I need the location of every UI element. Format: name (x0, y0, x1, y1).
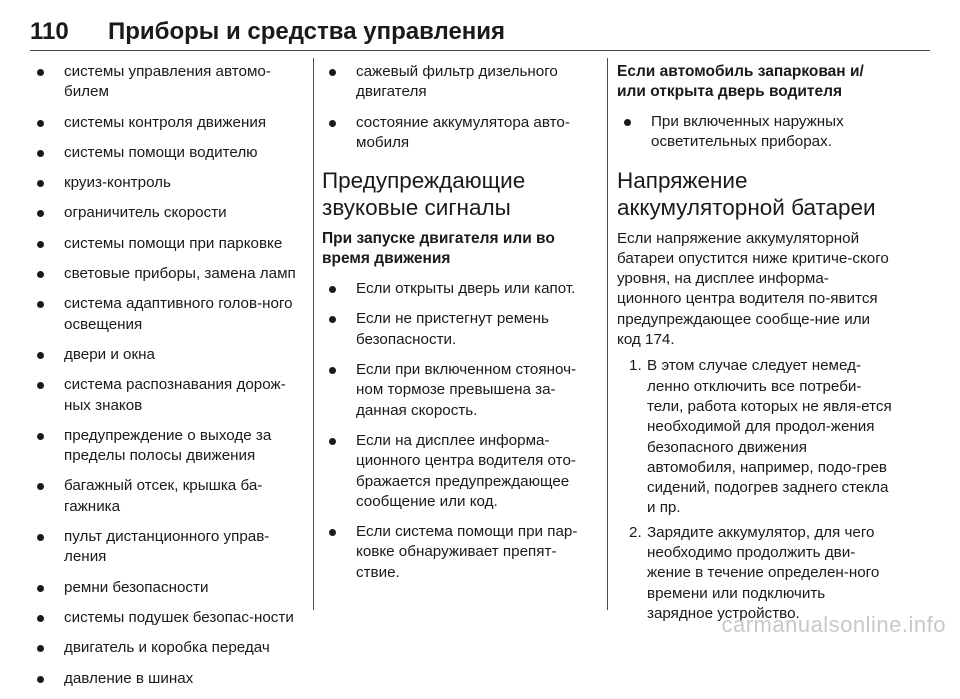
step-item: 1. В этом случае следует немед-ленно отключить все потреби-тели, работа которых не явля-ется необходимой для продол-жения безопасного движения автомобиля, например, подо-грев сидений, подогрев заднего стекла и пр. (629, 357, 892, 517)
list-item: багажный отсек, крышка ба-гажника (30, 476, 305, 517)
bullet-icon (37, 301, 44, 308)
bullet-icon (329, 529, 336, 536)
section-heading-battery-voltage: Напряжение аккумуляторной батареи (617, 167, 876, 220)
column-divider (313, 58, 314, 610)
step-number: 2. (629, 523, 642, 541)
bullet-icon (37, 271, 44, 278)
list-item: системы помощи при парковке (30, 234, 305, 254)
subheading-parked: Если автомобиль запаркован и/или открыта дверь водителя (617, 63, 864, 100)
list-item: система адаптивного голов-ного освещения (30, 294, 305, 335)
column-divider (607, 58, 608, 610)
step-item: 2. Зарядите аккумулятор, для чего необходимо продолжить дви-жение в течение определен-ного времени или подключить зарядное устройство. (629, 523, 880, 622)
list-item: Если на дисплее информа-ционного центра водителя ото-бражается предупреждающее сообщение или код. (322, 431, 597, 512)
bullet-icon (329, 438, 336, 445)
subheading-engine-start: При запуске двигателя или во время движения (322, 230, 555, 268)
list-item: состояние аккумулятора авто-мобиля (322, 113, 597, 154)
column-2 (322, 62, 597, 593)
bullet-icon (37, 180, 44, 187)
list-item: двигатель и коробка передач (30, 638, 305, 658)
bullet-icon (37, 69, 44, 76)
bullet-icon (624, 119, 631, 126)
page-title: Приборы и средства управления (108, 18, 506, 45)
watermark: carmanualsonline.info (721, 612, 946, 637)
warning-conditions-list (322, 279, 597, 583)
page-header (30, 18, 930, 51)
bullet-icon (37, 615, 44, 622)
step-number: 1. (629, 357, 642, 375)
list-item: Если открыты дверь или капот. (322, 279, 597, 299)
list-item: Если система помощи при пар-ковке обнаруживает препят-ствие. (322, 522, 597, 583)
list-item: система распознавания дорож-ных знаков (30, 375, 305, 416)
list-item: пульт дистанционного управ-ления (30, 527, 305, 568)
bullet-icon (37, 352, 44, 359)
bullet-icon (329, 286, 336, 293)
page-number: 110 (30, 18, 69, 45)
bullet-icon (37, 483, 44, 490)
bullet-icon (329, 316, 336, 323)
bullet-icon (329, 120, 336, 127)
list-item: системы подушек безопас-ности (30, 608, 305, 628)
bullet-icon (37, 433, 44, 440)
list-item: ограничитель скорости (30, 203, 305, 223)
bullet-icon (37, 534, 44, 541)
feature-list (30, 62, 305, 689)
battery-paragraph: Если напряжение аккумуляторной батареи опустится ниже критиче-ского уровня, на дисплее информа-ционного центра водителя по-явится предупреждающее сообще-ние или код 174. (617, 229, 889, 349)
bullet-icon (329, 367, 336, 374)
section-heading-warning-chimes: Предупреждающие звуковые сигналы (322, 168, 526, 221)
bullet-icon (37, 210, 44, 217)
bullet-icon (37, 382, 44, 389)
list-item: предупреждение о выходе за пределы полосы движения (30, 426, 305, 467)
battery-steps (617, 356, 892, 624)
bullet-icon (37, 241, 44, 248)
parked-conditions-list (617, 112, 892, 153)
bullet-icon (37, 676, 44, 683)
bullet-icon (37, 585, 44, 592)
bullet-icon (37, 645, 44, 652)
bullet-icon (37, 120, 44, 127)
feature-list-continued (322, 62, 597, 153)
list-item: системы контроля движения (30, 113, 305, 133)
column-1 (30, 62, 305, 699)
list-item: круиз-контроль (30, 173, 305, 193)
column-3 (617, 62, 892, 628)
list-item: световые приборы, замена ламп (30, 264, 305, 284)
list-item: системы управления автомо-билем (30, 62, 305, 103)
list-item: давление в шинах (30, 669, 305, 689)
list-item: двери и окна (30, 345, 305, 365)
list-item: ремни безопасности (30, 578, 305, 598)
list-item: сажевый фильтр дизельного двигателя (322, 62, 597, 103)
list-item: Если при включенном стояноч-ном тормозе превышена за-данная скорость. (322, 360, 597, 421)
bullet-icon (329, 69, 336, 76)
bullet-icon (37, 150, 44, 157)
list-item: При включенных наружных осветительных приборах. (617, 112, 892, 153)
list-item: Если не пристегнут ремень безопасности. (322, 309, 597, 350)
list-item: системы помощи водителю (30, 143, 305, 163)
